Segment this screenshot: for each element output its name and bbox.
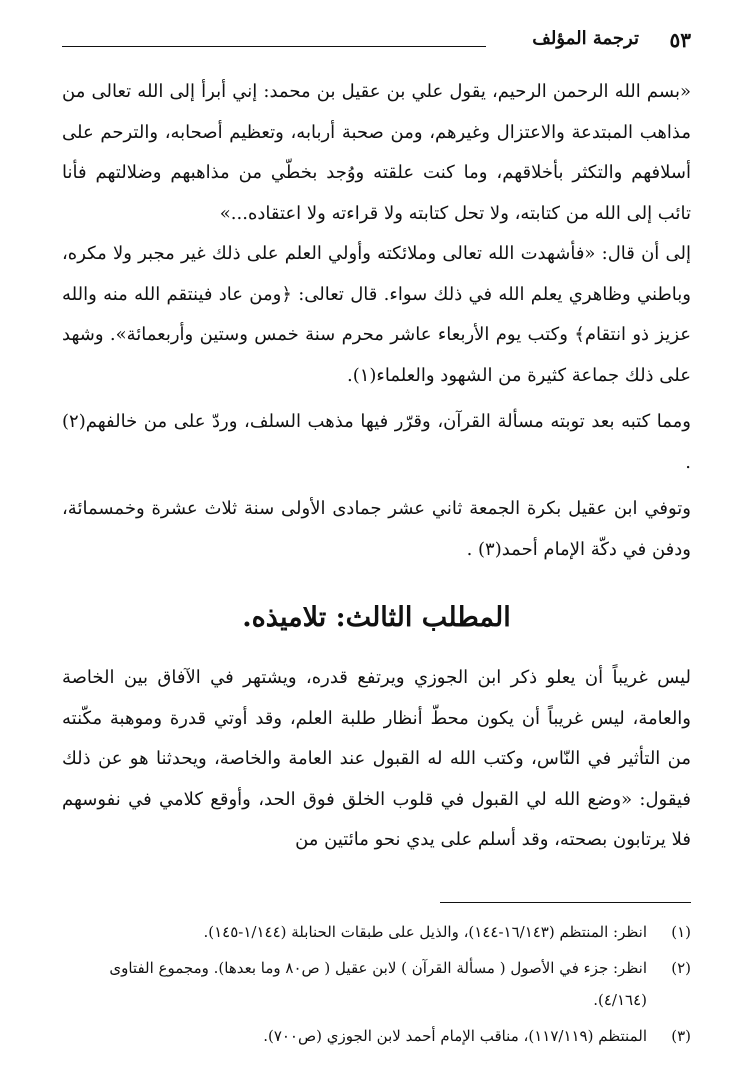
page-number: ٥٣ <box>669 28 691 52</box>
footnote-marker: (٣) <box>671 1027 691 1045</box>
footnote-marker: (١) <box>671 923 691 941</box>
footnote-text: المنتظم (١١٧/١١٩)، مناقب الإمام أحمد لابن الجوزي (ص٧٠٠). <box>263 1027 647 1045</box>
paragraph-death: وتوفي ابن عقيل بكرة الجمعة ثاني عشر جمادى الأولى سنة ثلاث عشرة وخمسمائة، ودفن في دكّة الإمام أحمد(٣) . <box>62 498 691 560</box>
running-title: ترجمة المؤلف <box>532 28 639 49</box>
footnote-rule <box>440 902 691 903</box>
footnote-text: انظر: المنتظم (١٦/١٤٣-١٤٤)، والذيل على طبقات الحنابلة (١/١٤٤-١٤٥). <box>203 923 647 941</box>
footnote-marker: (٢) <box>671 959 691 977</box>
paragraph-students: ليس غريباً أن يعلو ذكر ابن الجوزي ويرتفع قدره، ويشتهر في الآفاق بين الخاصة والعامة، ليس غريباً أن يكون محطّ أنظار طلبة العلم، وقد أوتي قدرة وموهبة مكّنته من التأثير في النّاس، وكتب الله له القبول عند العامة والخاصة، ويحدثنا هو عن ذلك فيقول: «وضع الله لي القبول في قلوب الخلق فوق الحد، وأوقع كلامي في نفوسهم فلا يرتابون بصحته، وقد أسلم على يدي نحو مائتين من <box>62 667 691 850</box>
footnote-2 <box>62 952 691 1016</box>
footnote-1 <box>62 916 691 948</box>
footnote-text: انظر: جزء في الأصول ( مسألة القرآن ) لابن عقيل ( ص٨٠ وما بعدها). ومجموع الفتاوى (٤/١٦٤). <box>109 959 647 1009</box>
section-heading: المطلب الثالث: تلاميذه. <box>242 602 511 633</box>
footnote-3 <box>62 1020 691 1052</box>
paragraph-quran-issue: ومما كتبه بعد توبته مسألة القرآن، وقرّر فيها مذهب السلف، وردّ على من خالفهم(٢) . <box>62 411 691 473</box>
page-header <box>62 26 691 62</box>
main-text <box>62 72 691 861</box>
header-rule <box>62 46 486 47</box>
footnotes <box>62 912 691 1056</box>
paragraph-recantation: «بسم الله الرحمن الرحيم، يقول علي بن عقيل بن محمد: إني أبرأ إلى الله تعالى من مذاهب المبتدعة والاعتزال وغيرهم، ومن صحبة أربابه، وتعظيم أصحابه، والترحم على أسلافهم والتكثر بأخلاقهم، وما كنت علقته ووُجد بخطّي من مذاهبهم وضلالتهم فأنا تائب إلى الله من كتابته، ولا تحل كتابته ولا قراءته ولا اعتقاده...» إلى أن قال: «فأشهدت الله تعالى وملائكته وأولي العلم على ذلك غير مجبر ولا مكره، وباطني وظاهري يعلم الله في ذلك سواء. قال تعالى: ﴿ومن عاد فينتقم الله منه والله عزيز ذو انتقام﴾ وكتب يوم الأربعاء عاشر محرم سنة خمس وستين وأربعمائة». وشهد على ذلك جماعة كثيرة من الشهود والعلماء(١). <box>62 81 691 386</box>
